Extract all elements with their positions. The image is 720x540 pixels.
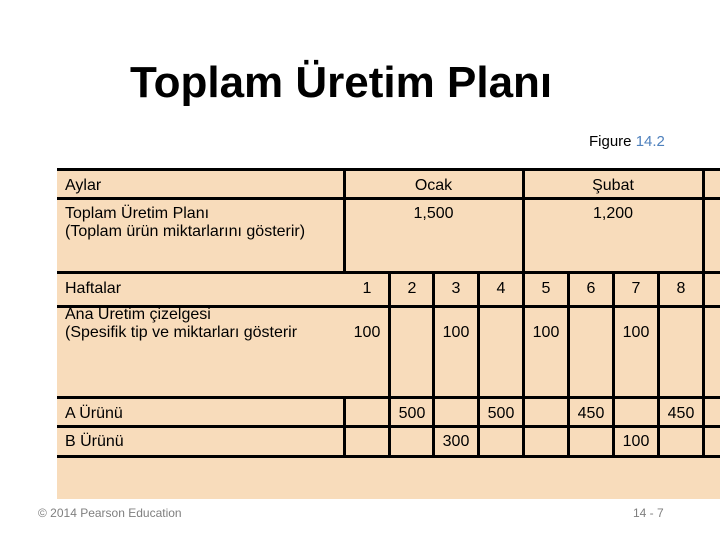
product-a-value: 450 xyxy=(667,405,695,422)
column-rule xyxy=(432,271,435,457)
months-label: Aylar xyxy=(65,177,102,194)
weeks-label: Haftalar xyxy=(65,280,122,297)
product-a-value: 500 xyxy=(398,405,426,422)
mps-label: Ana Üretim çizelgesi (Spesifik tip ve miktarları gösterir xyxy=(65,306,298,341)
mps-value: 100 xyxy=(622,324,650,341)
copyright-footer: © 2014 Pearson Education xyxy=(38,506,182,520)
product-a-value: 450 xyxy=(577,405,605,422)
column-rule xyxy=(343,396,346,457)
slide-title: Toplam Üretim Planı xyxy=(130,58,553,107)
product-b-label: B Ürünü xyxy=(65,433,124,450)
page-number: 14 - 7 xyxy=(633,506,664,520)
mps-value: 100 xyxy=(353,324,381,341)
month-header: Şubat xyxy=(592,177,634,194)
week-header: 8 xyxy=(676,280,686,297)
month-header: Ocak xyxy=(414,177,453,194)
week-header: 5 xyxy=(541,280,551,297)
week-header: 4 xyxy=(496,280,506,297)
week-header: 6 xyxy=(586,280,596,297)
product-b-value: 300 xyxy=(442,433,470,450)
week-header: 2 xyxy=(407,280,417,297)
mps-value: 100 xyxy=(442,324,470,341)
column-rule xyxy=(567,271,570,457)
mps-value: 100 xyxy=(532,324,560,341)
column-rule xyxy=(657,271,660,457)
aggregate-value: 1,500 xyxy=(413,205,454,222)
aggregate-plan-label: Toplam Üretim Planı (Toplam ürün miktarlarını gösterir) xyxy=(65,205,306,240)
table-rule xyxy=(57,168,720,171)
product-a-value: 500 xyxy=(487,405,515,422)
column-rule xyxy=(477,271,480,457)
figure-prefix: Figure xyxy=(589,133,636,150)
week-header: 1 xyxy=(362,280,372,297)
week-header: 3 xyxy=(451,280,461,297)
column-rule xyxy=(388,271,391,457)
aggregate-value: 1,200 xyxy=(592,205,634,222)
product-a-label: A Ürünü xyxy=(65,405,123,422)
table-edge-strip xyxy=(707,168,720,499)
figure-number: 14.2 xyxy=(635,133,665,150)
column-rule xyxy=(612,271,615,457)
figure-caption xyxy=(589,133,665,150)
week-header: 7 xyxy=(631,280,641,297)
table-rule xyxy=(57,197,720,200)
product-b-value: 100 xyxy=(622,433,650,450)
